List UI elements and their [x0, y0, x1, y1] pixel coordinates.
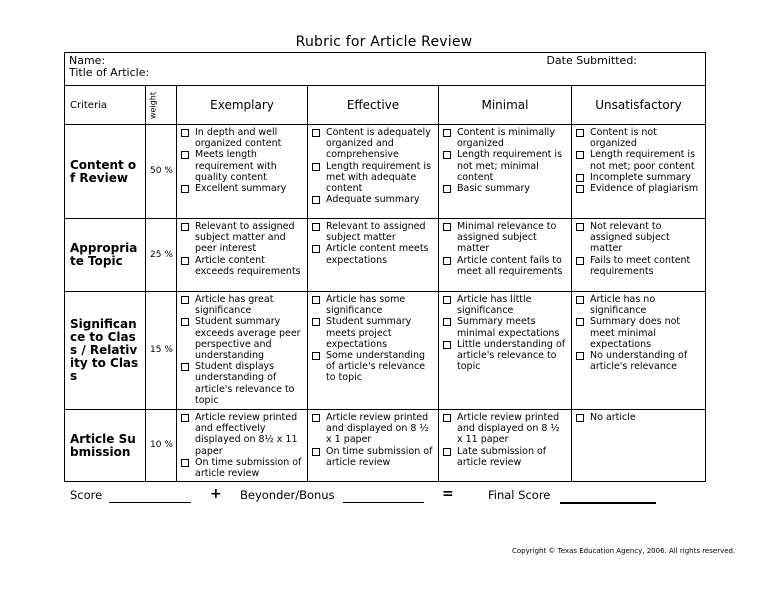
descriptor-cell-minimal	[439, 219, 572, 292]
criteria-weight: 10 %	[146, 410, 177, 482]
descriptor-item	[181, 361, 304, 406]
rubric-row	[65, 292, 706, 410]
descriptor-cell-exemplary	[177, 219, 308, 292]
descriptor-cell-minimal	[439, 125, 572, 219]
descriptor-cell-exemplary	[177, 125, 308, 219]
descriptor-item	[312, 316, 435, 350]
descriptor-item	[181, 316, 304, 361]
descriptor-text: Length requirement is met with adequate content	[326, 160, 432, 195]
checkbox-icon[interactable]	[312, 245, 320, 253]
criteria-weight: 15 %	[146, 292, 177, 410]
descriptor-cell-effective	[308, 292, 439, 410]
descriptor-text: Length requirement is not met; minimal content	[457, 149, 563, 183]
column-header-row	[65, 86, 706, 125]
descriptor-cell-minimal	[439, 410, 572, 482]
criteria-header: Criteria	[65, 86, 146, 125]
descriptor-text: Content is minimally organized	[457, 127, 555, 150]
descriptor-item	[576, 183, 702, 194]
checkbox-icon[interactable]	[312, 129, 320, 137]
descriptor-item	[443, 412, 568, 446]
checkbox-icon[interactable]	[181, 296, 189, 304]
descriptor-text: Student displays understanding of article's relevance to topic	[195, 361, 295, 406]
descriptor-item	[181, 457, 304, 479]
descriptor-text: Article has little significance	[457, 294, 532, 317]
checkbox-icon[interactable]	[181, 129, 189, 137]
rubric-row	[65, 125, 706, 219]
checkbox-icon[interactable]	[312, 352, 320, 360]
checkbox-icon[interactable]	[576, 352, 584, 360]
document-title: Rubric for Article Review	[295, 34, 473, 50]
descriptor-item	[443, 446, 568, 468]
checkbox-icon[interactable]	[312, 296, 320, 304]
descriptor-text: Student summary meets project expectations	[326, 316, 412, 350]
descriptor-cell-unsatisfactory	[572, 219, 706, 292]
descriptor-text: On time submission of article review	[326, 445, 433, 468]
descriptor-cell-effective	[308, 410, 439, 482]
descriptor-text: On time submission of article review	[195, 456, 302, 480]
descriptor-item	[443, 149, 568, 183]
checkbox-icon[interactable]	[443, 223, 451, 231]
descriptor-text: Little understanding of article's relevance to topic	[457, 338, 566, 373]
checkbox-icon[interactable]	[181, 151, 189, 159]
checkbox-icon[interactable]	[576, 257, 584, 265]
checkbox-icon[interactable]	[312, 196, 320, 204]
level-header-minimal: Minimal	[439, 86, 572, 125]
descriptor-item	[443, 183, 568, 194]
descriptor-text: Article review printed and effectively displayed on 8½ x 11 paper	[195, 412, 298, 457]
descriptor-cell-exemplary	[177, 410, 308, 482]
descriptor-text: Content is not organized	[590, 127, 657, 150]
checkbox-icon[interactable]	[576, 223, 584, 231]
descriptor-item	[576, 172, 702, 183]
descriptor-item	[443, 294, 568, 316]
descriptor-item	[181, 412, 304, 457]
checkbox-icon[interactable]	[443, 318, 451, 326]
checkbox-icon[interactable]	[181, 223, 189, 231]
descriptor-item	[443, 339, 568, 373]
checkbox-icon[interactable]	[576, 185, 584, 193]
checkbox-icon[interactable]	[181, 185, 189, 193]
checkbox-icon[interactable]	[181, 257, 189, 265]
checkbox-icon[interactable]	[576, 414, 584, 422]
descriptor-cell-unsatisfactory	[572, 125, 706, 219]
rubric-row	[65, 219, 706, 292]
level-header-effective: Effective	[308, 86, 439, 125]
bonus-blank[interactable]	[343, 488, 424, 503]
descriptor-text: Minimal relevance to assigned subject matter	[457, 221, 557, 255]
descriptor-item	[576, 316, 702, 350]
checkbox-icon[interactable]	[312, 318, 320, 326]
level-header-exemplary: Exemplary	[177, 86, 308, 125]
level-header-unsatisfactory: Unsatisfactory	[572, 86, 706, 125]
weight-header	[146, 86, 177, 125]
bonus-label: Beyonder/Bonus	[240, 488, 335, 502]
descriptor-text: Fails to meet content requirements	[590, 254, 691, 277]
descriptor-text: Article has no significance	[590, 294, 656, 317]
criteria-weight: 50 %	[146, 125, 177, 219]
checkbox-icon[interactable]	[443, 448, 451, 456]
descriptor-item	[312, 127, 435, 161]
checkbox-icon[interactable]	[576, 174, 584, 182]
descriptor-text: Article review printed and displayed on 8 ½ x 1 paper	[326, 412, 429, 446]
descriptor-cell-unsatisfactory	[572, 292, 706, 410]
descriptor-cell-effective	[308, 125, 439, 219]
checkbox-icon[interactable]	[443, 296, 451, 304]
checkbox-icon[interactable]	[443, 257, 451, 265]
descriptor-item	[181, 149, 304, 183]
descriptor-text: Evidence of plagiarism	[590, 183, 699, 195]
descriptor-text: Article has great significance	[195, 294, 274, 317]
checkbox-icon[interactable]	[312, 414, 320, 422]
descriptor-text: Summary meets minimal expectations	[457, 316, 560, 339]
checkbox-icon[interactable]	[576, 129, 584, 137]
descriptor-text: Meets length requirement with quality content	[195, 149, 277, 183]
descriptor-item	[443, 127, 568, 149]
descriptor-item	[443, 221, 568, 255]
descriptor-text: Article content meets expectations	[326, 243, 429, 266]
descriptor-cell-unsatisfactory	[572, 410, 706, 482]
descriptor-item	[576, 221, 702, 255]
descriptor-item	[576, 350, 702, 372]
descriptor-item	[312, 243, 435, 265]
criteria-weight: 25 %	[146, 219, 177, 292]
criteria-name: Significance to Class / Relativity to Class	[65, 292, 146, 410]
criteria-name: Content of Review	[65, 125, 146, 219]
descriptor-text: Basic summary	[457, 183, 530, 195]
checkbox-icon[interactable]	[181, 459, 189, 467]
checkbox-icon[interactable]	[576, 296, 584, 304]
date-submitted-label: Date Submitted:	[546, 54, 638, 67]
descriptor-cell-exemplary	[177, 292, 308, 410]
descriptor-text: Some understanding of article's relevance to topic	[326, 350, 426, 384]
descriptor-item	[312, 161, 435, 195]
checkbox-icon[interactable]	[443, 341, 451, 349]
descriptor-item	[576, 255, 702, 277]
descriptor-item	[181, 294, 304, 316]
descriptor-item	[312, 412, 435, 446]
plus-sign: +	[210, 486, 222, 502]
descriptor-item	[181, 183, 304, 194]
descriptor-text: No article	[590, 412, 636, 423]
descriptor-text: Student summary exceeds average peer perspective and understanding	[195, 316, 301, 362]
descriptor-item	[181, 255, 304, 277]
criteria-name: Article Submission	[65, 410, 146, 482]
descriptor-item	[443, 255, 568, 277]
descriptor-item	[312, 446, 435, 468]
checkbox-icon[interactable]	[443, 129, 451, 137]
score-label: Score	[70, 488, 103, 502]
descriptor-text: Article has some significance	[326, 294, 406, 317]
descriptor-cell-minimal	[439, 292, 572, 410]
checkbox-icon[interactable]	[181, 414, 189, 422]
equals-sign: =	[442, 486, 454, 502]
descriptor-item	[576, 127, 702, 149]
descriptor-text: No understanding of article's relevance	[590, 350, 688, 373]
descriptor-item	[312, 294, 435, 316]
descriptor-text: Article content exceeds requirements	[195, 254, 301, 277]
descriptor-text: Length requirement is not met; poor content	[590, 149, 696, 172]
final-score-label: Final Score	[488, 488, 551, 502]
descriptor-text: Late submission of article review	[457, 445, 547, 468]
descriptor-text: Summary does not meet minimal expectations	[590, 316, 681, 350]
checkbox-icon[interactable]	[443, 414, 451, 422]
descriptor-text: In depth and well organized content	[195, 127, 282, 150]
descriptor-item	[443, 316, 568, 338]
descriptor-cell-effective	[308, 219, 439, 292]
descriptor-item	[312, 194, 435, 205]
student-info-header	[65, 53, 706, 86]
final-score-blank[interactable]	[560, 488, 656, 504]
descriptor-item	[181, 221, 304, 255]
descriptor-text: Article review printed and displayed on 8 ½ x 11 paper	[457, 412, 560, 446]
checkbox-icon[interactable]	[312, 223, 320, 231]
descriptor-text: Relevant to assigned subject matter and peer interest	[195, 221, 295, 255]
descriptor-text: Content is adequately organized and comprehensive	[326, 127, 431, 161]
descriptor-item	[576, 412, 702, 423]
name-label: Name:	[69, 54, 106, 67]
descriptor-item	[312, 221, 435, 243]
checkbox-icon[interactable]	[312, 448, 320, 456]
descriptor-text: Not relevant to assigned subject matter	[590, 221, 670, 255]
weight-header-label: weight	[148, 91, 158, 119]
descriptor-text: Article content fails to meet all requirements	[457, 254, 563, 277]
criteria-name: Appropriate Topic	[65, 219, 146, 292]
descriptor-text: Incomplete summary	[590, 171, 692, 183]
score-blank[interactable]	[109, 488, 191, 503]
copyright-notice: Copyright © Texas Education Agency, 2006. All rights reserved.	[512, 547, 736, 555]
descriptor-item	[576, 149, 702, 171]
descriptor-text: Relevant to assigned subject matter	[326, 221, 426, 244]
checkbox-icon[interactable]	[181, 363, 189, 371]
descriptor-text: Excellent summary	[195, 183, 287, 195]
descriptor-item	[181, 127, 304, 149]
checkbox-icon[interactable]	[576, 318, 584, 326]
descriptor-item	[312, 350, 435, 384]
checkbox-icon[interactable]	[443, 185, 451, 193]
rubric-row	[65, 410, 706, 482]
checkbox-icon[interactable]	[576, 151, 584, 159]
rubric-body	[65, 125, 706, 482]
rubric-table	[64, 52, 706, 482]
article-title-label: Title of Article:	[69, 66, 150, 79]
checkbox-icon[interactable]	[181, 318, 189, 326]
descriptor-item	[576, 294, 702, 316]
checkbox-icon[interactable]	[443, 151, 451, 159]
checkbox-icon[interactable]	[312, 163, 320, 171]
descriptor-text: Adequate summary	[326, 194, 420, 206]
